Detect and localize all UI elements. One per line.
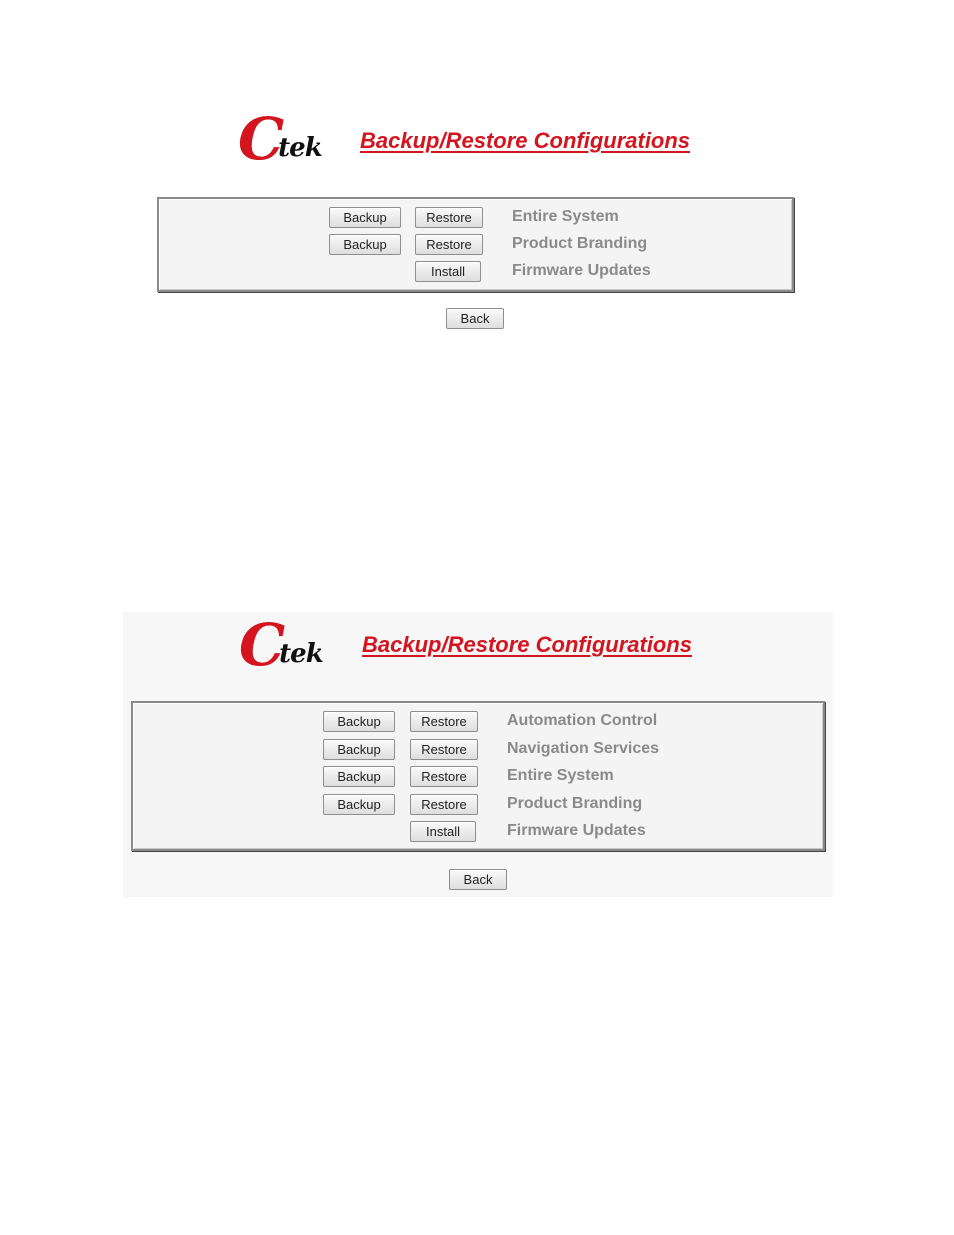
- row-label-automation-control: Automation Control: [507, 712, 658, 729]
- config-row-product-branding: [133, 794, 823, 818]
- restore-automation-control-button[interactable]: Restore: [410, 711, 478, 732]
- ctek-logo: [239, 611, 323, 679]
- config-row-entire-system: [133, 766, 823, 790]
- config-row-navigation-services: [133, 739, 823, 763]
- row-label-product-branding: Product Branding: [512, 235, 648, 252]
- restore-product-branding-button[interactable]: Restore: [415, 234, 483, 255]
- row-label-entire-system: Entire System: [507, 767, 614, 784]
- install-firmware-button[interactable]: Install: [410, 821, 476, 842]
- config-row-firmware-updates: [159, 261, 792, 285]
- logo-letter-c: C: [238, 105, 279, 173]
- page-title: Backup/Restore Configurations: [362, 632, 693, 657]
- page-title: Backup/Restore Configurations: [360, 128, 691, 153]
- config-row-automation-control: [133, 711, 823, 735]
- restore-product-branding-button[interactable]: Restore: [410, 794, 478, 815]
- backup-automation-control-button[interactable]: Backup: [323, 711, 395, 732]
- row-label-product-branding: Product Branding: [507, 795, 643, 812]
- logo-tek: tek: [279, 639, 323, 669]
- backup-entire-system-button[interactable]: Backup: [329, 207, 401, 228]
- row-label-entire-system: Entire System: [512, 208, 619, 225]
- install-firmware-button[interactable]: Install: [415, 261, 481, 282]
- row-label-firmware-updates: Firmware Updates: [512, 262, 651, 279]
- backup-entire-system-button[interactable]: Backup: [323, 766, 395, 787]
- config-panel: [131, 701, 825, 851]
- restore-navigation-services-button[interactable]: Restore: [410, 739, 478, 760]
- backup-product-branding-button[interactable]: Backup: [323, 794, 395, 815]
- restore-entire-system-button[interactable]: Restore: [410, 766, 478, 787]
- config-panel: [157, 197, 794, 292]
- backup-restore-screen-1: [150, 105, 804, 338]
- logo-letter-c: C: [239, 611, 280, 679]
- restore-entire-system-button[interactable]: Restore: [415, 207, 483, 228]
- logo-tek: tek: [278, 133, 322, 163]
- row-label-firmware-updates: Firmware Updates: [507, 822, 646, 839]
- back-button[interactable]: Back: [449, 869, 507, 890]
- row-label-navigation-services: Navigation Services: [507, 740, 660, 757]
- config-row-entire-system: [159, 207, 792, 231]
- config-row-product-branding: [159, 234, 792, 258]
- ctek-logo: [238, 105, 322, 173]
- back-button[interactable]: Back: [446, 308, 504, 329]
- backup-restore-screen-2: [123, 612, 833, 897]
- backup-navigation-services-button[interactable]: Backup: [323, 739, 395, 760]
- backup-product-branding-button[interactable]: Backup: [329, 234, 401, 255]
- config-row-firmware-updates: [133, 821, 823, 845]
